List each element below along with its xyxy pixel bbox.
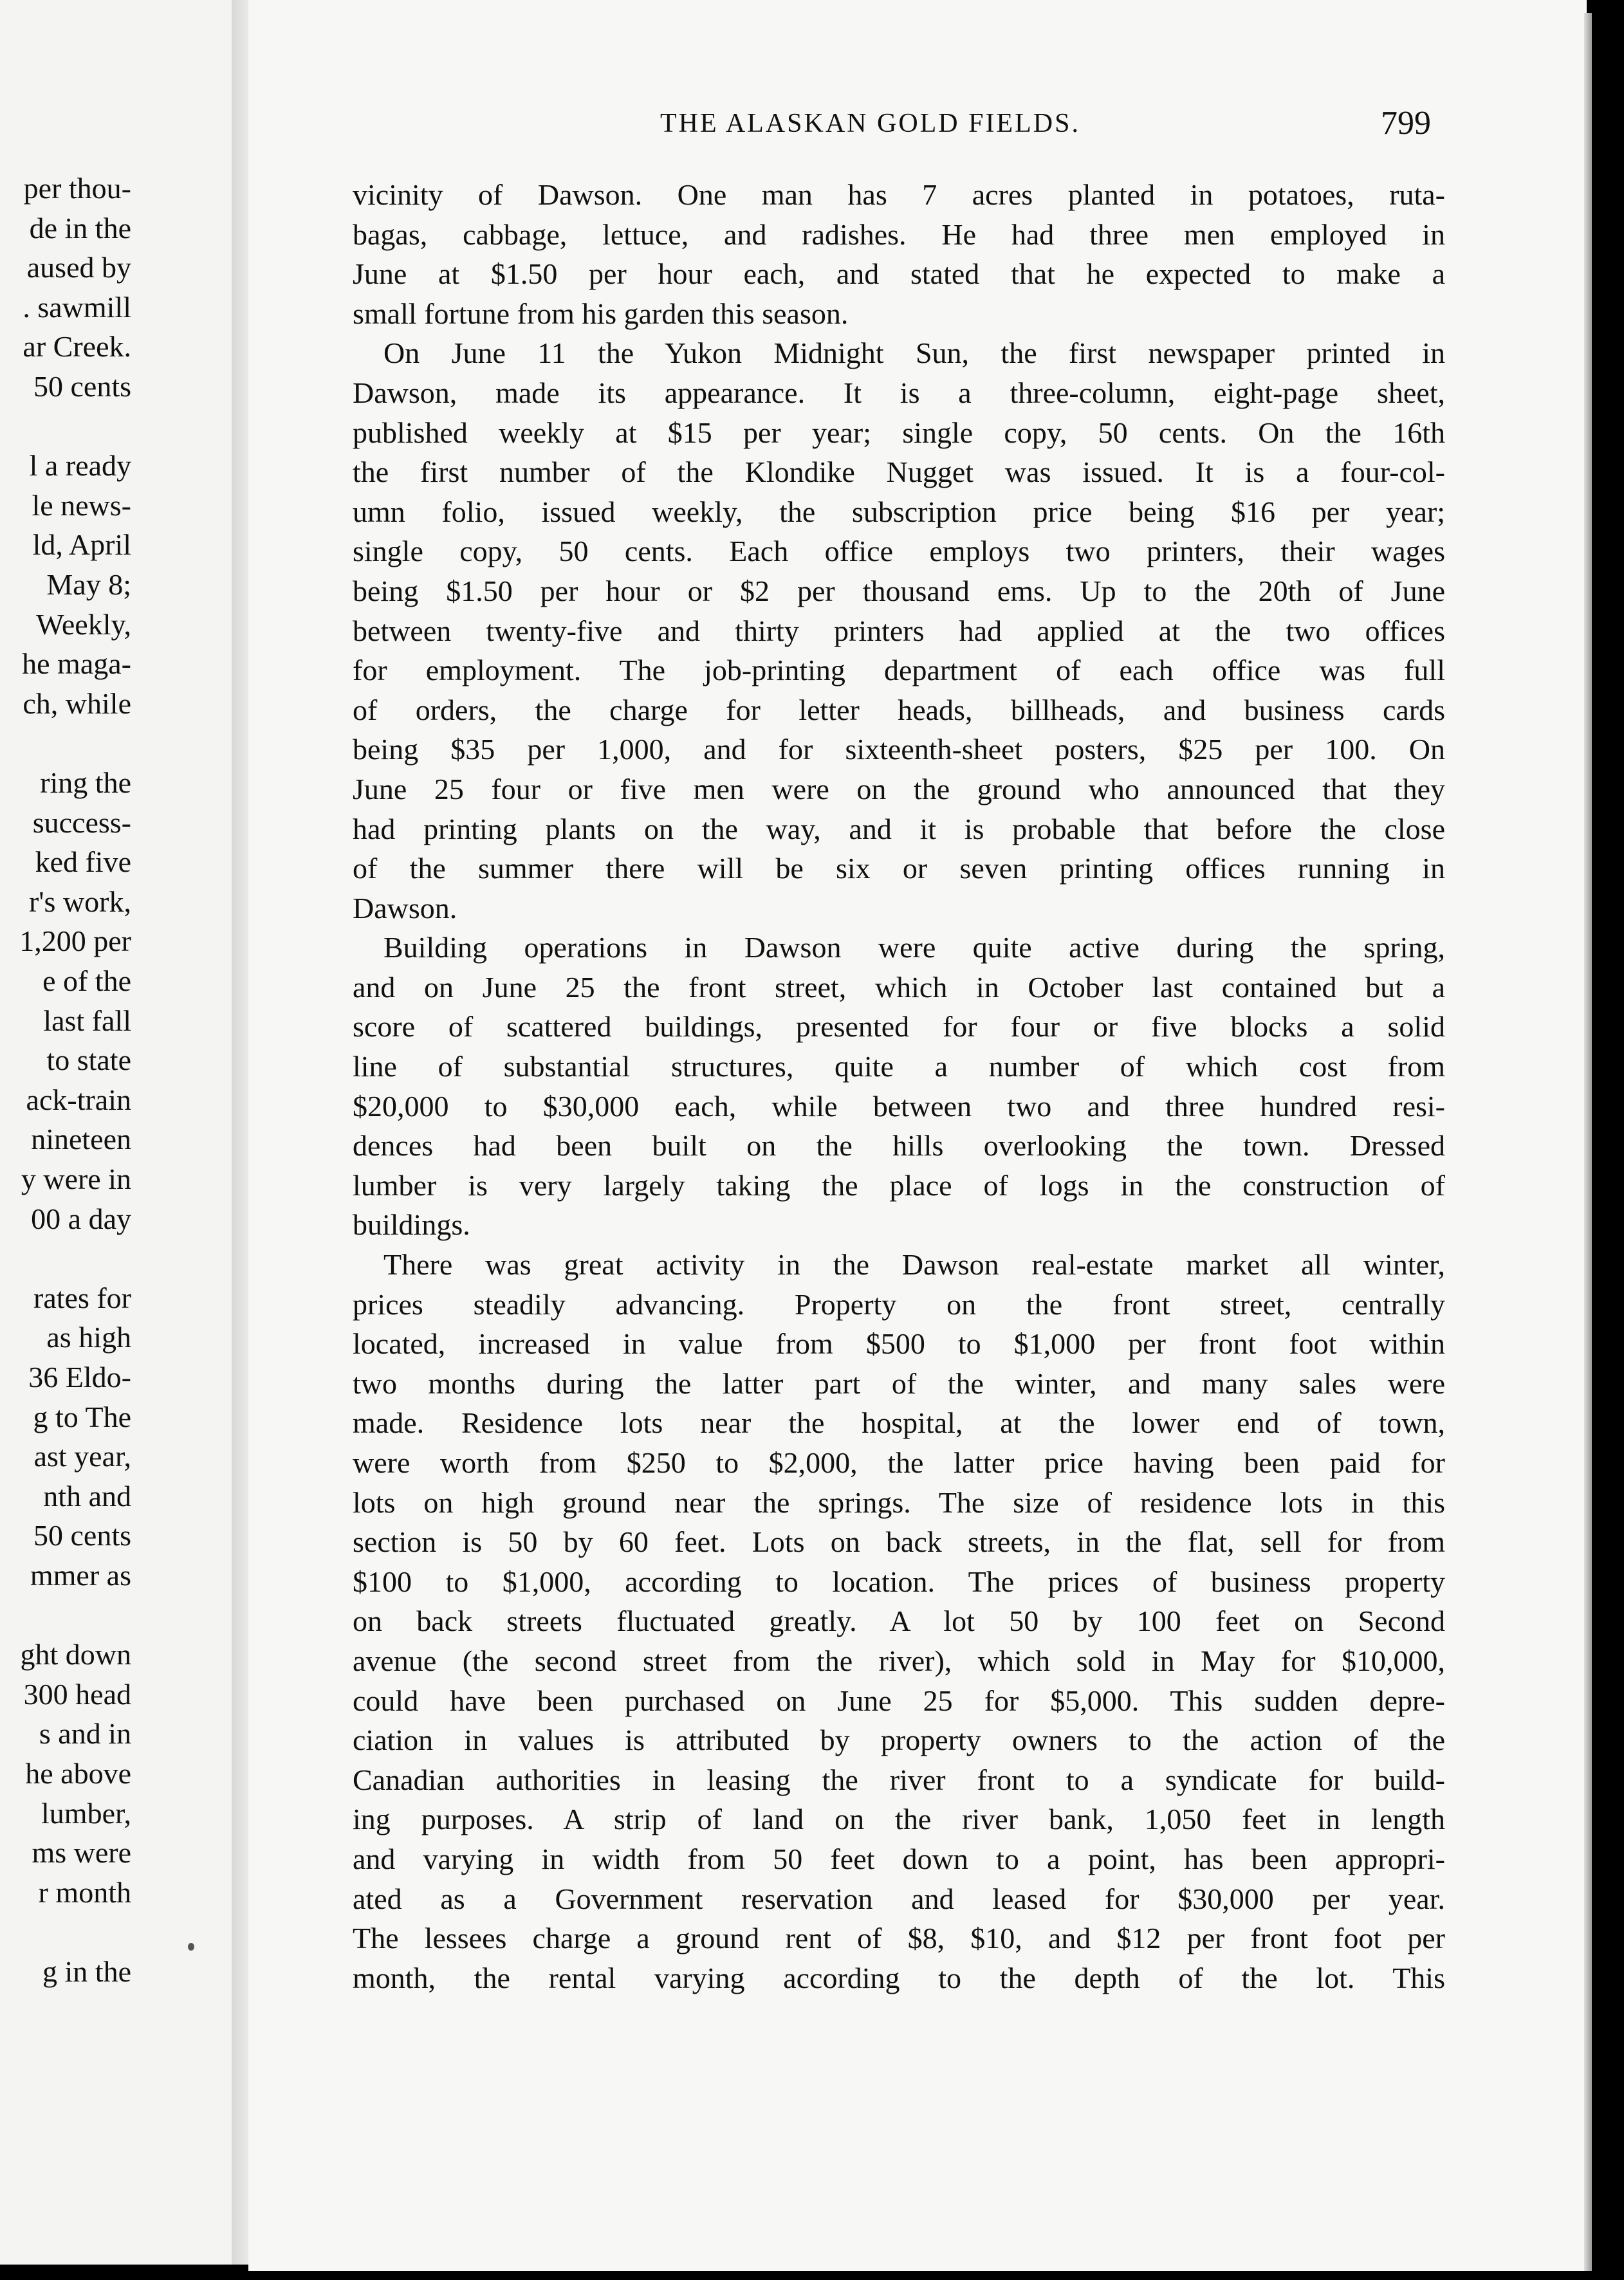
ink-speck <box>188 1943 194 1951</box>
text-line: dences had been built on the hills overlooking the town. Dressed <box>353 1129 1445 1163</box>
text-line: being $1.50 per hour or $2 per thousand ems. Up to the 20th of June <box>353 574 1445 607</box>
paragraph <box>353 928 1445 1245</box>
facing-page-line: r month <box>38 1875 131 1909</box>
text-line: and on June 25 the front street, which in October last contained but a <box>353 970 1445 1004</box>
text-line: Canadian authorities in leasing the river front to a syndicate for build- <box>353 1763 1445 1796</box>
facing-page <box>0 0 241 2265</box>
text-line: Dawson. <box>353 891 457 924</box>
text-line: June at $1.50 per hour each, and stated that he expected to make a <box>353 257 1445 291</box>
running-head: THE ALASKAN GOLD FIELDS. <box>660 109 1080 138</box>
paragraph <box>353 333 1445 928</box>
facing-page-line: ms were <box>32 1836 131 1870</box>
facing-page-line: aused by <box>26 251 131 284</box>
text-line: small fortune from his garden this season. <box>353 297 849 330</box>
text-line: located, increased in value from $500 to $1,000 per front foot within <box>353 1327 1445 1361</box>
facing-page-line: lumber, <box>41 1796 131 1830</box>
page-number: 799 <box>1381 105 1431 142</box>
text-line: bagas, cabbage, lettuce, and radishes. He had three men employed in <box>353 217 1445 251</box>
facing-page-line: last fall <box>43 1004 131 1037</box>
text-line: Building operations in Dawson were quite active during the spring, <box>383 931 1445 964</box>
text-line: ciation in values is attributed by property owners to the action of the <box>353 1724 1445 1757</box>
facing-page-line: ch, while <box>23 686 131 720</box>
text-line: lots on high ground near the springs. The size of residence lots in this <box>353 1485 1445 1519</box>
text-line: had printing plants on the way, and it is probable that before the close <box>353 812 1445 845</box>
facing-page-line: Weekly, <box>36 607 131 641</box>
facing-page-line: per thou- <box>23 172 131 205</box>
facing-page-line: de in the <box>29 211 131 244</box>
facing-page-line: ack-train <box>26 1083 131 1116</box>
text-line: The lessees charge a ground rent of $8, $10, and $12 per front foot per <box>353 1922 1445 1955</box>
facing-page-line: mmer as <box>30 1559 131 1592</box>
facing-page-line: l a ready <box>29 449 131 483</box>
text-line: lumber is very largely taking the place of logs in the construction of <box>353 1168 1445 1202</box>
facing-page-line: s and in <box>39 1717 131 1751</box>
facing-page-line: he above <box>25 1757 131 1790</box>
text-line: of the summer there will be six or seven printing offices running in <box>353 852 1445 885</box>
facing-page-line: nineteen <box>31 1123 131 1156</box>
facing-page-line: le news- <box>32 488 131 522</box>
text-line: the first number of the Klondike Nugget was issued. It is a four-col- <box>353 455 1445 489</box>
text-line: avenue (the second street from the river), which sold in May for $10,000, <box>353 1644 1445 1677</box>
text-line: and varying in width from 50 feet down to a point, has been appropri- <box>353 1842 1445 1875</box>
text-line: vicinity of Dawson. One man has 7 acres planted in potatoes, ruta- <box>353 178 1445 211</box>
text-line: for employment. The job-printing department of each office was full <box>353 654 1445 687</box>
text-line: line of substantial structures, quite a number of which cost from <box>353 1050 1445 1083</box>
facing-page-line: 00 a day <box>31 1202 131 1235</box>
text-line: made. Residence lots near the hospital, at the lower end of town, <box>353 1406 1445 1440</box>
text-line: of orders, the charge for letter heads, billheads, and business cards <box>353 693 1445 726</box>
facing-page-line: . sawmill <box>23 290 131 324</box>
paragraph <box>353 175 1445 333</box>
text-line: single copy, 50 cents. Each office employs two printers, their wages <box>353 535 1445 568</box>
page-edge <box>1584 13 1592 2271</box>
text-line: ing purposes. A strip of land on the river bank, 1,050 feet in length <box>353 1803 1445 1836</box>
facing-page-line: 1,200 per <box>19 924 131 958</box>
text-line: two months during the latter part of the winter, and many sales were <box>353 1366 1445 1400</box>
text-line: $20,000 to $30,000 each, while between two and three hundred resi- <box>353 1089 1445 1123</box>
text-line: being $35 per 1,000, and for sixteenth-sheet posters, $25 per 100. On <box>353 733 1445 766</box>
text-line: umn folio, issued weekly, the subscription price being $16 per year; <box>353 495 1445 528</box>
facing-page-line: ked five <box>35 845 131 879</box>
facing-page-line: 300 head <box>23 1677 131 1711</box>
text-line: on back streets fluctuated greatly. A lot 50 by 100 feet on Second <box>353 1604 1445 1638</box>
text-line: prices steadily advancing. Property on the front street, centrally <box>353 1287 1445 1321</box>
text-line: could have been purchased on June 25 for $5,000. This sudden depre- <box>353 1684 1445 1717</box>
body-text <box>353 175 1445 1998</box>
text-line: There was great activity in the Dawson real-estate market all winter, <box>383 1248 1445 1282</box>
facing-page-line: ld, April <box>32 528 131 562</box>
facing-page-line: g to The <box>33 1400 131 1433</box>
text-line: section is 50 by 60 feet. Lots on back streets, in the flat, sell for from <box>353 1525 1445 1559</box>
text-line: $100 to $1,000, according to location. The prices of business property <box>353 1565 1445 1598</box>
facing-page-line: ar Creek. <box>23 330 131 363</box>
facing-page-line: rates for <box>33 1281 131 1314</box>
facing-page-line: 36 Eldo- <box>28 1361 131 1393</box>
text-line: On June 11 the Yukon Midnight Sun, the first newspaper printed in <box>383 336 1445 370</box>
facing-page-line: nth and <box>43 1479 131 1512</box>
text-line: buildings. <box>353 1208 470 1242</box>
facing-page-line: ght down <box>20 1638 131 1671</box>
paragraph <box>353 1245 1445 1998</box>
text-line: ated as a Government reservation and leased for $30,000 per year. <box>353 1882 1445 1915</box>
text-line: score of scattered buildings, presented for four or five blocks a solid <box>353 1010 1445 1043</box>
facing-page-line: 50 cents <box>33 370 131 403</box>
facing-page-line: to state <box>46 1043 131 1077</box>
facing-page-line: as high <box>46 1321 131 1354</box>
facing-page-line: g in the <box>42 1955 131 1988</box>
facing-page-line: May 8; <box>46 568 131 601</box>
facing-page-line: e of the <box>42 964 131 997</box>
text-line: month, the rental varying according to the depth of the lot. This <box>353 1961 1445 1994</box>
facing-page-line: he maga- <box>22 647 131 681</box>
text-line: June 25 four or five men were on the ground who announced that they <box>353 772 1445 805</box>
text-line: were worth from $250 to $2,000, the latter price having been paid for <box>353 1446 1445 1479</box>
facing-page-line: r's work, <box>28 885 131 918</box>
facing-page-line: ast year, <box>33 1440 131 1473</box>
text-line: between twenty-five and thirty printers had applied at the two offices <box>353 614 1445 647</box>
facing-page-line: ring the <box>40 766 131 799</box>
facing-page-line: success- <box>32 805 131 839</box>
facing-page-line: 50 cents <box>33 1519 131 1552</box>
text-line: published weekly at $15 per year; single copy, 50 cents. On the 16th <box>353 416 1445 449</box>
facing-page-line: y were in <box>21 1163 131 1195</box>
text-line: Dawson, made its appearance. It is a three-column, eight-page sheet, <box>353 376 1445 409</box>
